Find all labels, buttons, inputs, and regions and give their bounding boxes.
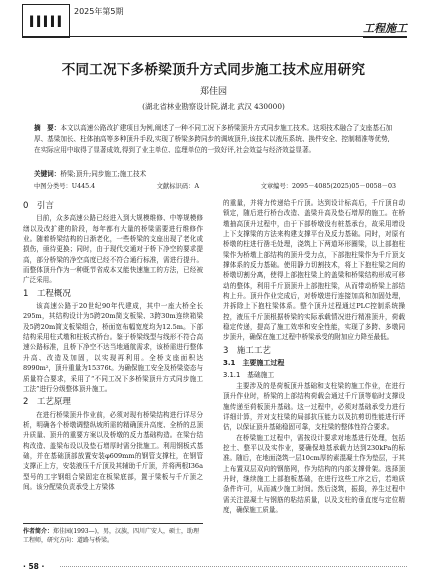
- document-code: 文献标识码：A: [156, 183, 200, 190]
- article-id: 文章编号：2095－4085(2025)05－0058－03: [260, 183, 396, 190]
- abstract-text: 本文以高速公路改扩建项目为例,阐述了一种不同工况下多桥梁顶升方式同步施工技术。这项技术融合了支座基石加厚、基梁加长、柱体抽高等多种顶升手段,实现了桥梁多跨同步的调坡顶升,该技术以液压系统、换件安全、控制精准等优势,在实际应用中取得了显著成效,得到了业主单位、监理单位的一致好评,社会效益与经济效益显著。: [34, 124, 393, 155]
- right-column: [223, 198, 405, 515]
- clc-number: 中图分类号：U445.4: [34, 183, 96, 190]
- body-paragraph: 的重量，并将力传递给千斤顶。达到设计标高后，千斤顶自动锁定，随后进行桥台改造、盖梁升高及垫石增厚的施工。在桥墩抽高顶升过程中，由于下部桥墩没有桩基承台，故采用增设上下支撑梁的方法来构建支撑平台及反力基础。同时，对原有桥墩的柱进行凿毛处理，浇筑上下两道环形圈梁，以上部抱柱梁作为桥墩上部结构的顶升受力点，下部抱柱梁作为千斤顶支撑体系的反力基础。使用静力切割技术，将上下抱柱梁之间的桥墩切割分离，使得上部抱柱梁上的盖梁和桥梁结构形成可移动的整体，利用千斤顶顶升上部抱柱梁，从而带动桥梁上部结构上升。顶升作业完成后，对桥墩进行连接加高和加固处理，并拆除上下抱柱梁体系。整个顶升过程通过PLC控制系统操控，液压千斤顶根据桥梁的实际承载情况进行精准顶升，荷载稳定传递，提高了施工效率和安全性能，实现了多跨、多墩同步顶升，确保在施工过程中桥梁承受的附加应力降至最低。: [223, 199, 405, 342]
- section-title: 工程施工: [363, 20, 407, 38]
- abstract-label: 摘 要：: [34, 124, 61, 132]
- body-paragraph: 目前，众多高速公路已经进入到大规模维修、中等规模修缮以及改扩建的阶段，每年都有大量的桥梁需要进行维修作业。随着桥梁结构的日渐老化，一些桥梁的支座出现了老化或损伤，亟待更换；同时，由于现代交通对于桥下净空的要求提高，部分桥梁的净空高度已经不符合通行标准，需进行提升。而整体顶升作为一种既节省成本又能快速施工的方法，已经被广泛采用。: [23, 214, 203, 285]
- footnote-label: 作者简介：: [23, 528, 54, 535]
- footer-dotted-rule: [60, 566, 407, 567]
- body-paragraph: 在桥梁施工过程中，需按设计要求对地基进行处理，包括挖土、整平以及实作业，要确保地基承载力达到230kPa的标准。随后，在地面浇筑一层10cm厚的素混凝土作为垫层，于其上布置双层双向的钢筋网，作为结构的内部支撑骨架。选择顶升时，继续施工上部抱板基础，在进行这些工序之后，若地质条件许可，从而减少施工时间。然后浇筑，振捣，养生过程中需关注混凝土与钢筋的粘结质量，以及支柱的垂直度与定位精度，确保施工质量。: [223, 433, 405, 514]
- page-header: [0, 4, 427, 38]
- author-affiliation: (湖北省林业勘察设计院,湖北 武汉 430000): [142, 102, 285, 111]
- author-footnote: [23, 523, 203, 545]
- page-number: · 58 ·: [23, 562, 45, 571]
- body-paragraph: 主要涉及的是荷板顶升基础和支柱梁的施工作业，在进行顶升作业时，桥梁的上部结构荷载会通过千斤顶等临时支撑设施传递至荷板顶升基础。这一过程中，必须对基础承受力进行详细计算，并对支柱梁的局部抗压能力以及抗剪切性能进行评估，以保证顶升基础稳固可靠，支柱梁的整体性符合要求。: [223, 381, 405, 432]
- body-paragraph: 在进行桥梁顶升作业前，必须对现有桥梁结构进行详尽分析，明确各个桥墩调整纵坡所需的精确顶升高度、全桥的总顶升质量、顶升的重要方案以及桥墩的反力基础构造。在梁台结构改造、盖梁布设以及垫石增厚时需分批施工。利用钢板式基础，并在基础顶部放置安装φ609mm的钢管支撑柱，在钢管支撑正上方，安装液压千斤顶及其辅助千斤顶，并将两根I36a型号的工字钢组合梁固定在板梁底部，置于梁板与千斤顶之间。该分配梁负责承受上方梁体: [23, 410, 203, 491]
- footnote-text: 郑佳园(1993—)，男，汉族，四川广安人，硕士，助理工程师，研究方向：道路与桥梁。: [23, 528, 199, 544]
- section-heading: 2 工艺原理: [23, 397, 71, 408]
- keywords: [34, 168, 146, 178]
- section-heading: 0 引言: [23, 201, 54, 211]
- author-name: 郑佳园: [199, 87, 227, 97]
- article-meta: [34, 181, 396, 190]
- section-heading: 1 工程概况: [23, 288, 71, 299]
- subsubsection-heading: 3.1.1 基础施工: [223, 370, 275, 379]
- left-column: [23, 198, 203, 492]
- abstract: [34, 123, 394, 157]
- journal-logo: [22, 4, 70, 38]
- article-title: 不同工况下多桥梁顶升方式同步施工技术应用研究: [61, 62, 366, 78]
- journal-logo-text: IIIII: [28, 11, 64, 31]
- subsection-heading: 3.1 主要施工过程: [223, 359, 285, 368]
- keywords-text: 桥梁;顶升;同步施工;施工技术: [60, 170, 147, 178]
- body-paragraph: 该高速公路于20世纪90年代建成，其中一座大桥全长295m，其结构设计为5跨20m简支板梁、3跨30m连续箱梁及5跨20m简支板梁组合，桥面宽布幅宽度均为12.5m。下部结构采用柱式墩和柱板式桥台。鉴于桥梁线型与线形不符合高速公路标准，且桥下净空不达当地通航需求，该桥需进行整体升高、改造及加固，以实现再利用。全桥支座面积达8990m²，顶升重量为15376t。为确保施工安全及桥梁姿态与质量符合要求，采用了“不同工况下多桥梁顶升方式同步施工工法”进行分级整体顶升施工。: [23, 302, 203, 393]
- issue-label: 2025年第5期: [74, 7, 124, 16]
- section-heading: 3 施工工艺: [223, 345, 271, 356]
- header-rule: [22, 36, 407, 37]
- keywords-label: 关键词：: [34, 170, 61, 178]
